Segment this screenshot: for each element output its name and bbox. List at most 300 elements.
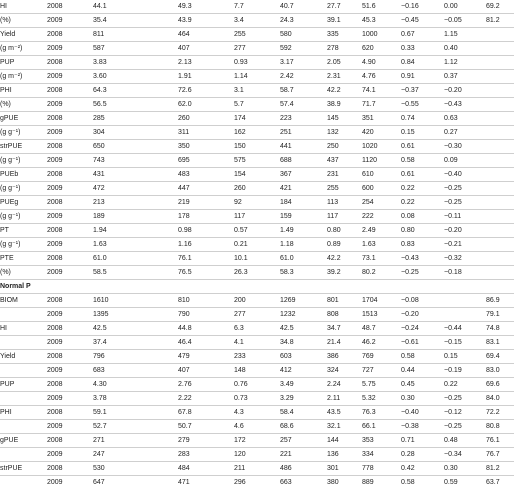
table-cell: 76.5 [178,266,234,280]
table-cell: 46.2 [362,336,401,350]
table-row [0,420,514,434]
table-cell: 233 [234,350,280,364]
table-cell [486,28,514,42]
table-cell: 2008 [47,0,93,14]
table-cell [141,182,178,196]
table-cell: 2009 [47,336,93,350]
table-cell: 0.84 [401,56,444,70]
row-label-cell: PUP [0,56,47,70]
table-cell: 483 [178,168,234,182]
table-cell: 255 [234,28,280,42]
table-cell: 51.6 [362,0,401,14]
table-cell: 84.0 [486,392,514,406]
table-cell: 6.3 [234,322,280,336]
table-cell [141,98,178,112]
table-cell: 603 [280,350,327,364]
table-cell: 324 [327,364,362,378]
table-cell [141,420,178,434]
table-cell: 2009 [47,476,93,489]
row-label-cell: (g g⁻¹) [0,182,47,196]
table-cell: 2008 [47,168,93,182]
row-label-cell: (g m⁻²) [0,42,47,56]
table-cell: 80.8 [486,420,514,434]
table-row [0,308,514,322]
table-cell: 2009 [47,238,93,252]
table-cell: 5.32 [362,392,401,406]
table-cell: 2008 [47,462,93,476]
table-cell: 132 [327,126,362,140]
table-cell: 0.15 [401,126,444,140]
table-row [0,280,514,294]
table-cell: −0.25 [444,196,486,210]
table-cell: 3.4 [234,14,280,28]
table-cell: 66.1 [362,420,401,434]
table-cell: 727 [362,364,401,378]
table-cell: 120 [234,448,280,462]
table-cell: 2009 [47,98,93,112]
row-label-cell: strPUE [0,140,47,154]
row-label-cell: Yield [0,350,47,364]
table-cell: 647 [93,476,141,489]
table-cell: −0.43 [401,252,444,266]
table-cell: 769 [362,350,401,364]
table-cell: 2009 [47,392,93,406]
table-cell: −0.20 [444,84,486,98]
table-cell: 0.22 [444,378,486,392]
table-row [0,154,514,168]
table-cell: 71.7 [362,98,401,112]
table-cell: 58.7 [280,84,327,98]
table-cell: −0.40 [444,168,486,182]
table-cell [141,70,178,84]
table-cell [486,168,514,182]
table-cell: 810 [178,294,234,308]
table-cell [486,42,514,56]
row-label-cell: gPUE [0,434,47,448]
table-cell: 0.98 [178,224,234,238]
table-cell: 260 [234,182,280,196]
table-cell: 247 [93,448,141,462]
table-cell: −0.24 [401,322,444,336]
table-cell: 447 [178,182,234,196]
table-cell: 250 [327,140,362,154]
row-label-cell: PHI [0,406,47,420]
table-cell: 73.1 [362,252,401,266]
table-cell: 0.09 [444,154,486,168]
row-label-cell: (%) [0,14,47,28]
table-cell [486,112,514,126]
table-cell: 663 [280,476,327,489]
table-cell [486,154,514,168]
table-cell [178,280,234,294]
table-cell: 2009 [47,14,93,28]
table-cell: 610 [362,168,401,182]
table-row [0,112,514,126]
table-cell [141,252,178,266]
table-cell [141,336,178,350]
table-cell: 743 [93,154,141,168]
table-cell [486,266,514,280]
table-cell: 0.80 [327,224,362,238]
table-cell: −0.19 [444,364,486,378]
table-row [0,182,514,196]
table-cell: 1.14 [234,70,280,84]
table-cell: 0.80 [401,224,444,238]
table-cell: 1704 [362,294,401,308]
table-cell: 26.3 [234,266,280,280]
table-cell: 154 [234,168,280,182]
table-cell: 2008 [47,224,93,238]
table-cell: 59.1 [93,406,141,420]
table-cell [362,280,401,294]
table-cell: 334 [362,448,401,462]
table-cell [486,210,514,224]
table-cell: 0.58 [401,154,444,168]
table-cell: 695 [178,154,234,168]
table-cell [47,280,93,294]
table-cell: 2008 [47,56,93,70]
table-cell: 2.31 [327,70,362,84]
table-cell: 24.3 [280,14,327,28]
row-label-cell [0,476,47,489]
table-cell: −0.40 [401,406,444,420]
row-label-cell: HI [0,0,47,14]
table-cell [141,210,178,224]
table-row [0,210,514,224]
table-cell: 113 [327,196,362,210]
table-cell [141,266,178,280]
table-cell: 5.75 [362,378,401,392]
table-cell: 1020 [362,140,401,154]
table-cell: 79.1 [486,308,514,322]
table-cell: 278 [327,42,362,56]
row-label-cell: PT [0,224,47,238]
table-row [0,364,514,378]
table-cell: 0.00 [444,0,486,14]
table-cell: 43.5 [327,406,362,420]
table-cell: −0.61 [401,336,444,350]
table-cell: 0.30 [444,462,486,476]
table-cell: 0.57 [234,224,280,238]
table-cell: 580 [280,28,327,42]
table-cell [141,126,178,140]
table-cell: 83.1 [486,336,514,350]
table-row [0,140,514,154]
table-cell: 46.4 [178,336,234,350]
table-cell: 184 [280,196,327,210]
table-cell: 431 [93,168,141,182]
table-cell: 1.12 [444,56,486,70]
row-label-cell: (g g⁻¹) [0,154,47,168]
table-row [0,196,514,210]
table-cell: 2009 [47,266,93,280]
table-cell: 486 [280,462,327,476]
table-cell: 285 [93,112,141,126]
table-cell: 808 [327,308,362,322]
table-cell: 2008 [47,196,93,210]
table-cell: 2008 [47,322,93,336]
table-cell [486,238,514,252]
table-cell: −0.25 [444,182,486,196]
table-cell: 61.0 [93,252,141,266]
table-cell: 37.4 [93,336,141,350]
table-cell: 0.67 [401,28,444,42]
table-cell: 150 [234,140,280,154]
table-cell: 69.4 [486,350,514,364]
table-cell: 0.30 [401,392,444,406]
table-cell: 27.7 [327,0,362,14]
table-cell [93,280,141,294]
table-cell: 2008 [47,294,93,308]
table-cell [141,28,178,42]
table-row [0,322,514,336]
table-cell: 231 [327,168,362,182]
table-cell: 3.17 [280,56,327,70]
table-cell: 386 [327,350,362,364]
table-cell: 0.22 [401,182,444,196]
table-cell: 148 [234,364,280,378]
table-cell: 412 [280,364,327,378]
table-cell: 2009 [47,154,93,168]
table-row [0,14,514,28]
table-cell: 42.2 [327,252,362,266]
row-label-cell: Normal P [0,280,47,294]
table-cell: 479 [178,350,234,364]
table-cell: 0.76 [234,378,280,392]
table-cell: −0.55 [401,98,444,112]
table-cell: −0.34 [444,448,486,462]
table-cell: 7.7 [234,0,280,14]
table-cell: 1269 [280,294,327,308]
row-label-cell [0,392,47,406]
table-cell: 3.1 [234,84,280,98]
table-cell: 407 [178,364,234,378]
table-cell: −0.30 [444,140,486,154]
table-cell: 0.45 [401,378,444,392]
table-row [0,350,514,364]
table-cell [486,84,514,98]
table-cell: 2008 [47,378,93,392]
table-cell: 0.91 [401,70,444,84]
table-row [0,448,514,462]
table-cell: 83.0 [486,364,514,378]
table-cell: 0.27 [444,126,486,140]
table-cell: 35.4 [93,14,141,28]
table-cell: 620 [362,42,401,56]
table-cell: 0.42 [401,462,444,476]
table-cell [327,280,362,294]
table-cell: 0.93 [234,56,280,70]
table-cell [486,224,514,238]
table-cell [141,0,178,14]
table-cell: 2009 [47,210,93,224]
table-cell: 63.7 [486,476,514,489]
table-cell: 4.30 [93,378,141,392]
table-cell: 4.6 [234,420,280,434]
table-cell: 42.5 [93,322,141,336]
table-cell: 34.8 [280,336,327,350]
row-label-cell [0,420,47,434]
table-cell: 172 [234,434,280,448]
table-cell: 279 [178,434,234,448]
table-row [0,252,514,266]
table-cell: 301 [327,462,362,476]
table-cell [141,294,178,308]
table-cell: 351 [362,112,401,126]
table-cell [141,378,178,392]
table-row [0,42,514,56]
table-cell: 38.9 [327,98,362,112]
table-cell: 350 [178,140,234,154]
table-cell: 0.89 [327,238,362,252]
table-cell [280,280,327,294]
table-row [0,378,514,392]
table-cell: 311 [178,126,234,140]
table-cell: 162 [234,126,280,140]
row-label-cell: (g g⁻¹) [0,126,47,140]
table-cell: 144 [327,434,362,448]
table-cell: 1120 [362,154,401,168]
table-cell: 2009 [47,448,93,462]
table-cell: 42.2 [327,84,362,98]
table-row [0,224,514,238]
table-cell: 3.29 [280,392,327,406]
table-cell: −0.32 [444,252,486,266]
table-cell: 380 [327,476,362,489]
table-row [0,476,514,489]
table-cell: 43.9 [178,14,234,28]
table-cell: 2008 [47,434,93,448]
table-row [0,392,514,406]
table-cell [486,98,514,112]
table-cell: 5.7 [234,98,280,112]
table-cell [141,168,178,182]
table-cell: 72.2 [486,406,514,420]
table-cell: 92 [234,196,280,210]
table-cell: 1.15 [444,28,486,42]
table-cell: 61.0 [280,252,327,266]
table-cell: 4.76 [362,70,401,84]
table-cell [141,224,178,238]
table-cell: 2009 [47,364,93,378]
table-cell: 74.1 [362,84,401,98]
table-cell: 56.5 [93,98,141,112]
table-cell [141,350,178,364]
table-cell: 21.4 [327,336,362,350]
table-row [0,28,514,42]
table-cell: 271 [93,434,141,448]
table-cell: 213 [93,196,141,210]
table-cell: 0.48 [444,434,486,448]
table-cell: 2008 [47,350,93,364]
table-cell: 2.76 [178,378,234,392]
table-cell: 2008 [47,406,93,420]
row-label-cell: BIOM [0,294,47,308]
table-cell: 2.22 [178,392,234,406]
table-row [0,84,514,98]
row-label-cell [0,336,47,350]
row-label-cell [0,448,47,462]
table-cell: 254 [362,196,401,210]
table-cell: 2009 [47,182,93,196]
table-cell: −0.21 [444,238,486,252]
table-cell: 136 [327,448,362,462]
table-cell: 367 [280,168,327,182]
table-cell: 255 [327,182,362,196]
table-cell: 62.0 [178,98,234,112]
table-cell: −0.11 [444,210,486,224]
table-cell: 2009 [47,42,93,56]
table-cell [141,280,178,294]
table-cell: 145 [327,112,362,126]
row-label-cell [0,364,47,378]
table-cell: 0.15 [444,350,486,364]
table-cell: 223 [280,112,327,126]
row-label-cell: gPUE [0,112,47,126]
table-cell: −0.45 [401,14,444,28]
table-cell: 117 [234,210,280,224]
table-cell [141,56,178,70]
table-cell: 80.2 [362,266,401,280]
table-cell: 44.8 [178,322,234,336]
table-row [0,168,514,182]
table-cell: 484 [178,462,234,476]
table-cell: 335 [327,28,362,42]
table-cell: 260 [178,112,234,126]
table-cell: 58.4 [280,406,327,420]
table-cell: 811 [93,28,141,42]
table-cell: −0.25 [444,392,486,406]
table-cell: 0.71 [401,434,444,448]
row-label-cell: (%) [0,266,47,280]
table-cell: 688 [280,154,327,168]
table-cell [141,364,178,378]
table-cell: 1395 [93,308,141,322]
table-cell: −0.05 [444,14,486,28]
table-cell: 81.2 [486,462,514,476]
table-cell: 34.7 [327,322,362,336]
table-cell: 471 [178,476,234,489]
table-cell: 1513 [362,308,401,322]
table-cell: 58.3 [280,266,327,280]
table-row [0,266,514,280]
table-cell: 0.28 [401,448,444,462]
table-cell [486,196,514,210]
table-cell: 81.2 [486,14,514,28]
table-cell: −0.43 [444,98,486,112]
table-row [0,336,514,350]
table-cell: 889 [362,476,401,489]
table-cell: 76.7 [486,448,514,462]
table-cell: 67.8 [178,406,234,420]
table-cell [141,406,178,420]
table-cell: 0.40 [444,42,486,56]
table-cell: 1000 [362,28,401,42]
table-cell: 32.1 [327,420,362,434]
row-label-cell: PTE [0,252,47,266]
table-cell: 0.73 [234,392,280,406]
table-cell: 159 [280,210,327,224]
table-cell: 200 [234,294,280,308]
table-cell: 0.08 [401,210,444,224]
table-cell: 74.8 [486,322,514,336]
table-cell: 0.44 [401,364,444,378]
table-cell [141,238,178,252]
table-cell: 277 [234,308,280,322]
table-cell: 283 [178,448,234,462]
table-cell: 69.6 [486,378,514,392]
table-cell: 45.3 [362,14,401,28]
